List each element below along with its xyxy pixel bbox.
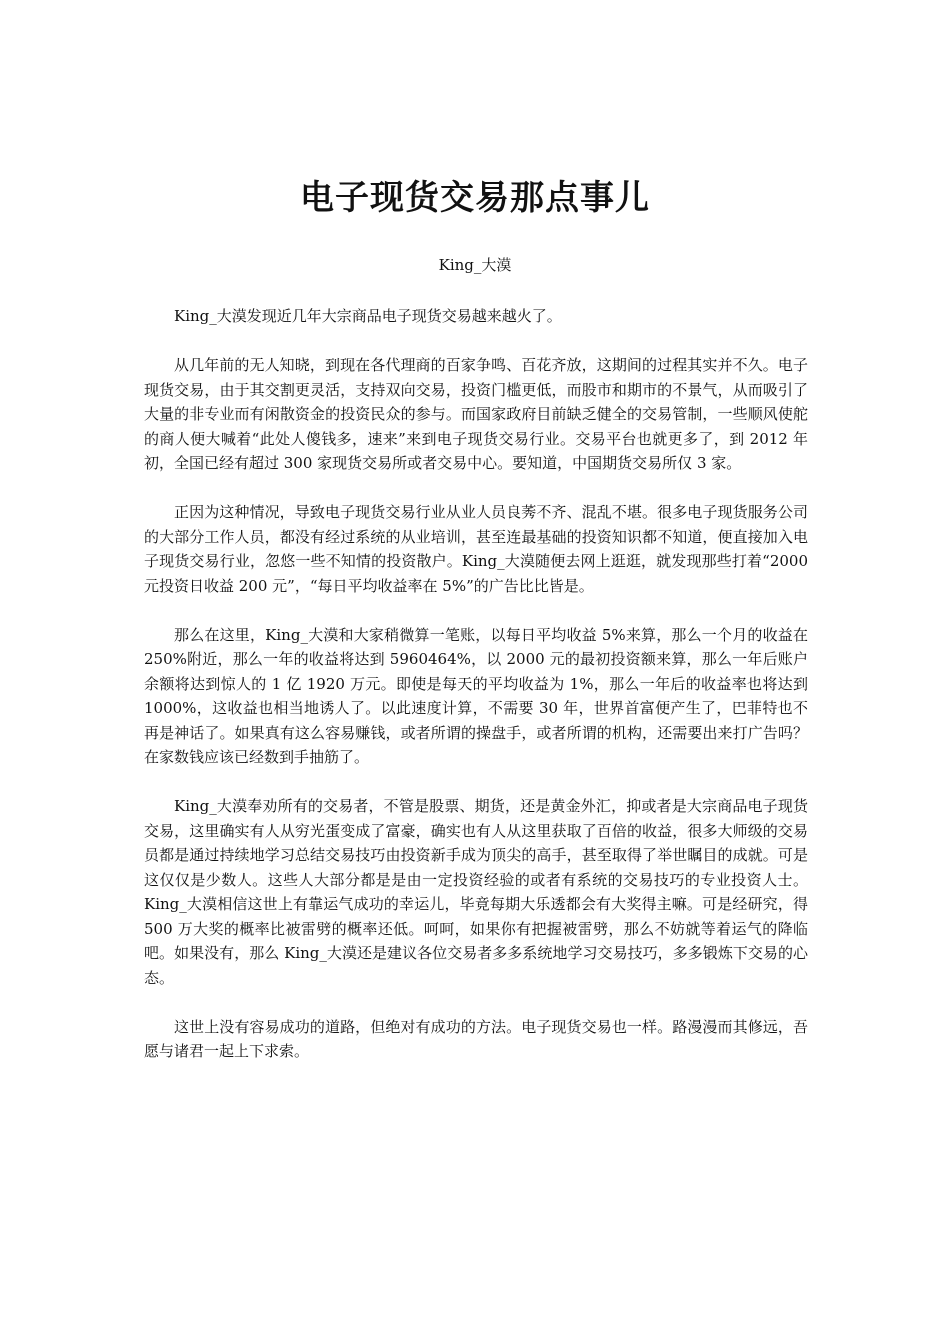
paragraph-market-growth: 从几年前的无人知晓，到现在各代理商的百家争鸣、百花齐放，这期间的过程其实并不久。电子现货交易，由于其交割更灵活，支持双向交易，投资门槛更低，而股市和期市的不景气，从而吸引了大量的非专业而有闲散资金的投资民众的参与。而国家政府目前缺乏健全的交易管制，一些顺风使舵的商人便大喊着“此处人傻钱多，速来”来到电子现货交易行业。交易平台也就更多了，到 2012 年初，全国已经有超过 300 家现货交易所或者交易中心。要知道，中国期货交易所仅 3 家。 [144,356,808,472]
paragraph-conclusion: 这世上没有容易成功的道路，但绝对有成功的方法。电子现货交易也一样。路漫漫而其修远，吾愿与诸君一起上下求索。 [144,1017,808,1060]
paragraph-industry-chaos: 正因为这种情况，导致电子现货交易行业从业人员良莠不齐、混乱不堪。很多电子现货服务公司的大部分工作人员，都没有经过系统的从业培训，甚至连最基础的投资知识都不知道，便直接加入电子现货交易行业，忽悠一些不知情的投资散户。King_大漠随便去网上逛逛，就发现那些打着“2000 元投资日收益 200 元”，“每日平均收益率在 5%”的广告比比皆是。 [144,503,808,595]
document-author: King_大漠 [438,256,512,274]
document-body [144,304,808,1088]
paragraph-calculation: 那么在这里，King_大漠和大家稍微算一笔账，以每日平均收益 5%来算，那么一个月的收益在 250%附近，那么一年的收益将达到 5960464%，以 2000 元的最初投资额来算，那么一年后账户余额将达到惊人的 1 亿 1920 万元。即使是每天的平均收益为 1%，那么一年后的收益率也将达到 1000%，这收益也相当地诱人了。以此速度计算，不需要 30 年，世界首富便产生了，巴菲特也不再是神话了。如果真有这么容易赚钱，或者所谓的操盘手，或者所谓的机构，还需要出来打广告吗？在家数钱应该已经数到手抽筋了。 [144,625,808,766]
document-title: 电子现货交易那点事儿 [300,178,650,218]
paragraph-advice: King_大漠奉劝所有的交易者，不管是股票、期货，还是黄金外汇，抑或者是大宗商品电子现货交易，这里确实有人从穷光蛋变成了富豪，确实也有人从这里获取了百倍的收益，很多大师级的交易员都是通过持续地学习总结交易技巧由投资新手成为顶尖的高手，甚至取得了举世瞩目的成就。可是这仅仅是少数人。这些人大部分都是是由一定投资经验的或者有系统的交易技巧的专业投资人士。King_大漠相信这世上有靠运气成功的幸运儿，毕竟每期大乐透都会有大奖得主嘛。可是经研究，得 500 万大奖的概率比被雷劈的概率还低。呵呵，如果你有把握被雷劈，那么不妨就等着运气的降临吧。如果没有，那么 King_大漠还是建议各位交易者多多系统地学习交易技巧，多多锻炼下交易的心态。 [144,797,808,987]
paragraph-intro: King_大漠发现近几年大宗商品电子现货交易越来越火了。 [174,307,562,325]
